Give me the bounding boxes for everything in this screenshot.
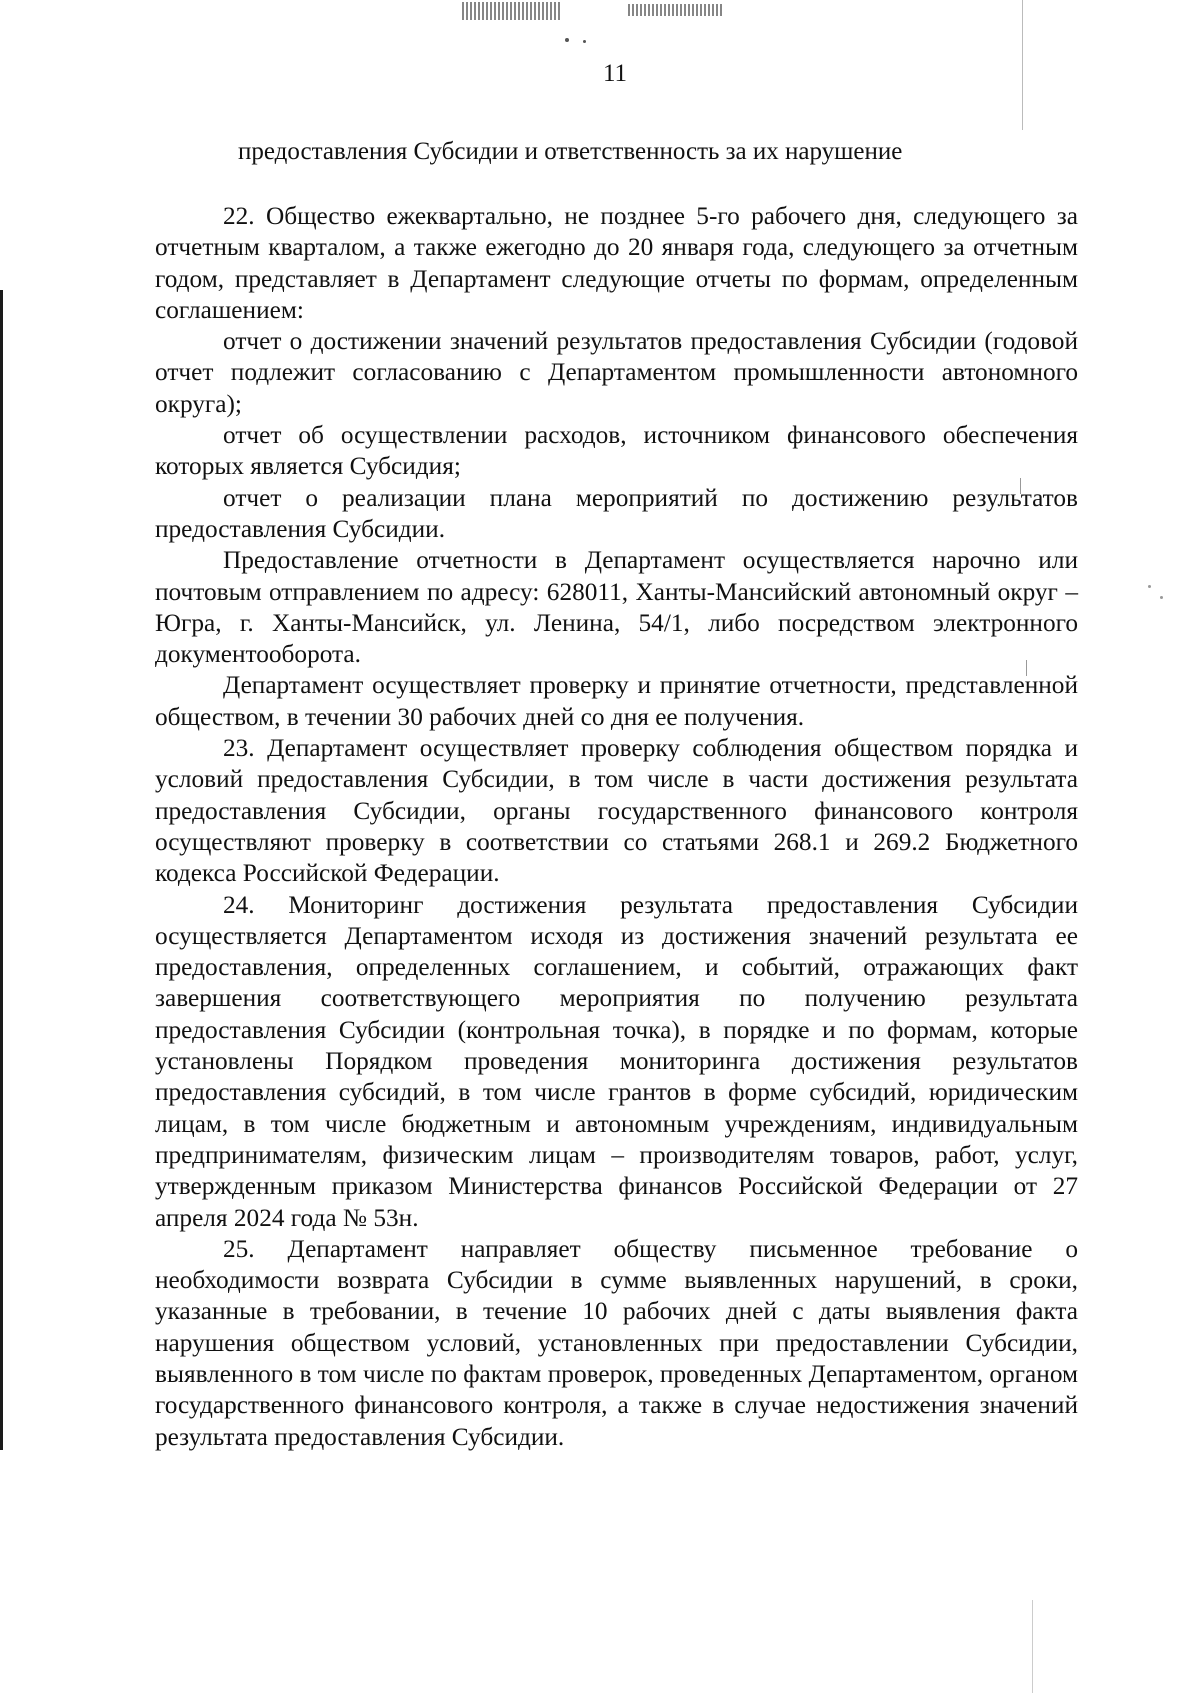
- document-body: [155, 201, 1078, 1453]
- page-number: 11: [602, 60, 628, 87]
- paragraph-24: 24. Мониторинг достижения результата предоставления Субсидии осуществляется Департаментом исходя из достижения значений результата ее предоставления, определенных соглашением, и событий, отражающих факт завершения соответствующего мероприятия по получению результата предоставления Субсидии (контрольная точка), в порядке и по формам, которые установлены Порядком проведения мониторинга достижения результатов предоставления субсидий, в том числе грантов в форме субсидий, юридическим лицам, в том числе бюджетным и автономным учреждениям, индивидуальным предпринимателям, физическим лицам – производителям товаров, работ, услуг, утвержденным приказом Министерства финансов Российской Федерации от 27 апреля 2024 года № 53н.: [155, 890, 1078, 1232]
- paragraph-report-results: отчет о достижении значений результатов предоставления Субсидии (годовой отчет подлежит согласованию с Департаментом промышленности автономного округа);: [155, 327, 1078, 418]
- paragraph-report-expenses: отчет об осуществлении расходов, источником финансового обеспечения которых является Субсидия;: [155, 421, 1078, 481]
- paragraph-23: 23. Департамент осуществляет проверку соблюдения обществом порядка и условий предоставления Субсидии, в том числе в части достижения результата предоставления Субсидии, органы государственного финансового контроля осуществляют проверку в соответствии со статьями 268.1 и 269.2 Бюджетного кодекса Российской Федерации.: [155, 734, 1078, 888]
- scan-edge-line-bottom: [1032, 1600, 1033, 1693]
- scan-speck: [1148, 585, 1151, 588]
- scan-speck: [565, 38, 569, 42]
- scan-edge-bar: [0, 290, 3, 1450]
- paragraph-verification: Департамент осуществляет проверку и принятие отчетности, представленной обществом, в течении 30 рабочих дней со дня ее получения.: [155, 671, 1078, 731]
- scan-speck: [583, 40, 586, 43]
- scan-artifact-top-left: [462, 2, 562, 20]
- scan-artifact-top-right: [628, 4, 724, 16]
- scan-speck: [1160, 596, 1163, 599]
- section-title: предоставления Субсидии и ответственность за их нарушение: [238, 138, 903, 165]
- paragraph-submission: Предоставление отчетности в Департамент осуществляется нарочно или почтовым отправлением по адресу: 628011, Ханты-Мансийский автономный округ – Югра, г. Ханты-Мансийск, ул. Ленина, 54/1, либо посредством электронного документооборота.: [155, 546, 1078, 669]
- paragraph-25: 25. Департамент направляет обществу письменное требование о необходимости возврата Субсидии в сумме выявленных нарушений, в сроки, указанные в требовании, в течение 10 рабочих дней с даты выявления факта нарушения обществом условий, установленных при предоставлении Субсидии, выявленного в том числе по фактам проверок, проведенных Департаментом, органом государственного финансового контроля, а также в случае недостижения значений результата предоставления Субсидии.: [155, 1234, 1078, 1451]
- paragraph-22: 22. Общество ежеквартально, не позднее 5-го рабочего дня, следующего за отчетным кварталом, а также ежегодно до 20 января года, следующего за отчетным годом, представляет в Департамент следующие отчеты по формам, определенным соглашением:: [155, 202, 1078, 324]
- paragraph-report-plan: отчет о реализации плана мероприятий по достижению результатов предоставления Субсидии.: [155, 483, 1078, 543]
